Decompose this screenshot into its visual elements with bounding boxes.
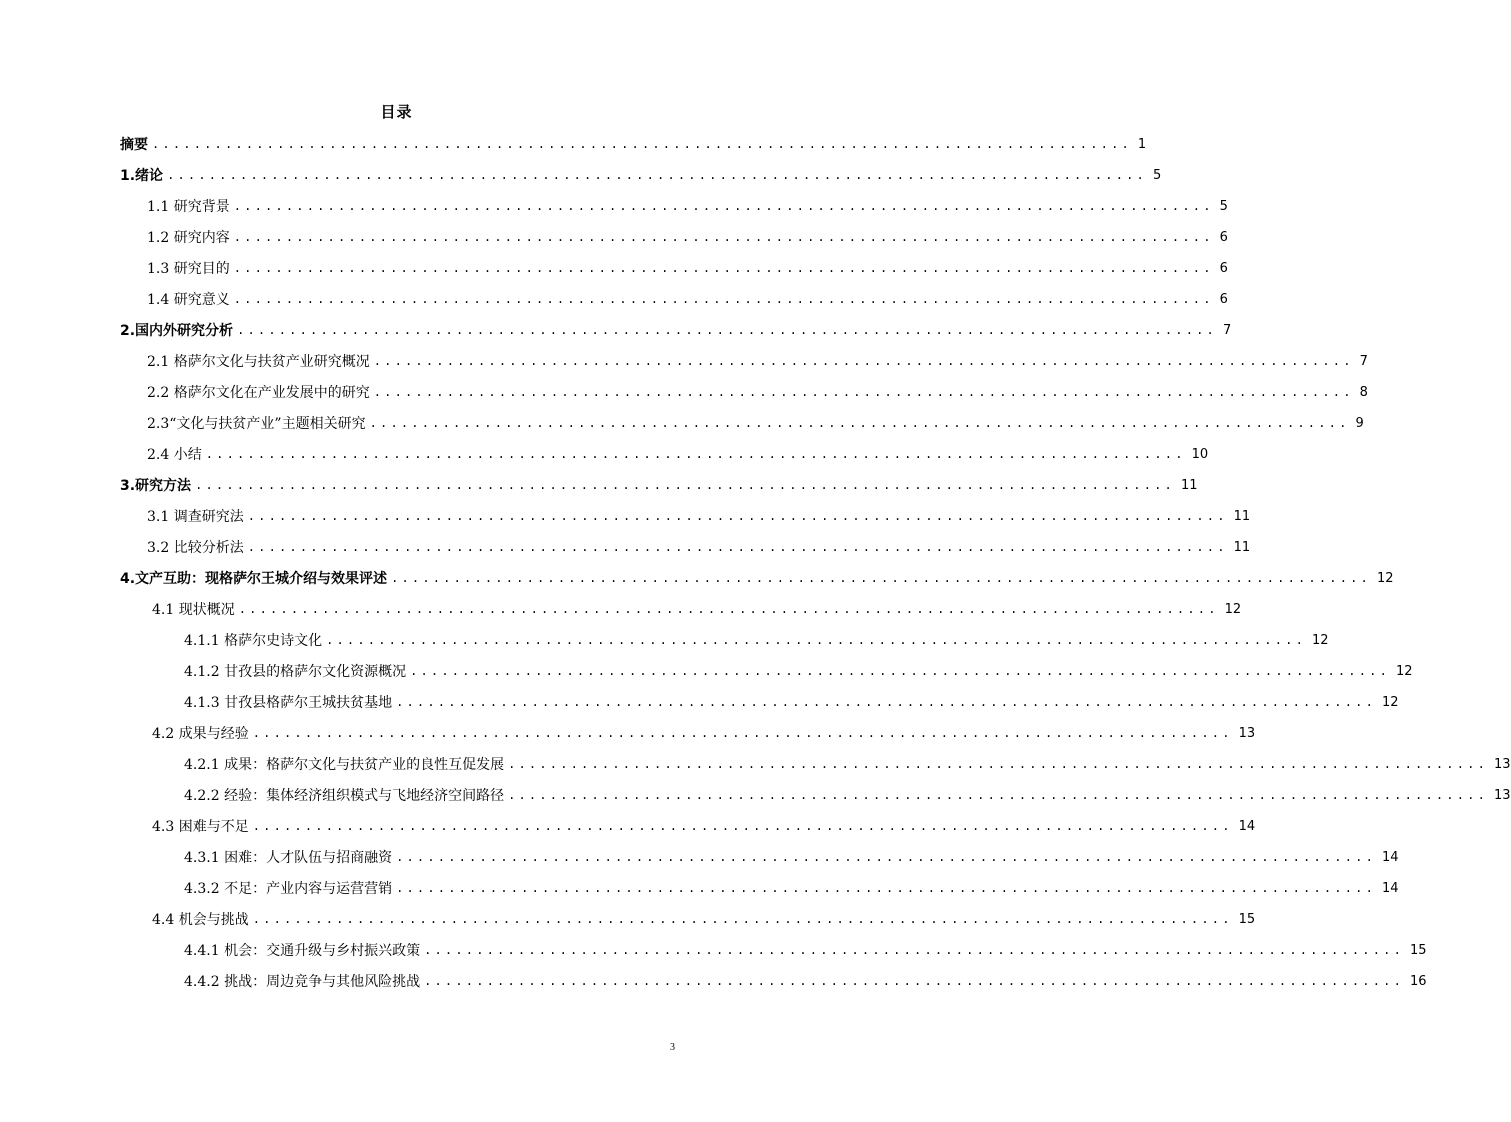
toc-entry[interactable] (152, 721, 1256, 745)
toc-entry[interactable] (184, 876, 1399, 900)
toc-entry-label: 2.4 小结 (147, 447, 202, 463)
toc-entry-label: 3.2 比较分析法 (147, 540, 244, 556)
toc-entry-page: 16 (1410, 973, 1427, 989)
toc-entry[interactable] (184, 690, 1399, 714)
toc-dot-leader: .............................................................................................. (424, 943, 1404, 957)
toc-entry[interactable] (184, 938, 1427, 962)
toc-entry-page: 14 (1382, 849, 1399, 865)
toc-dot-leader: .............................................................................................. (237, 323, 1217, 337)
toc-entry-label: 2.3“文化与扶贫产业”主题相关研究 (147, 416, 366, 432)
toc-dot-leader: .............................................................................................. (396, 850, 1376, 864)
toc-entry[interactable] (184, 969, 1427, 993)
toc-entry-label: 4.文产互助：现格萨尔王城介绍与效果评述 (120, 571, 388, 587)
toc-entry[interactable] (147, 287, 1228, 311)
toc-entry-page: 12 (1376, 570, 1394, 586)
toc-entry-page: 15 (1238, 911, 1256, 927)
toc-entry-page: 7 (1359, 353, 1368, 369)
toc-entry-page: 5 (1219, 198, 1228, 214)
toc-entry-page: 12 (1224, 601, 1242, 617)
toc-entry[interactable] (184, 659, 1413, 683)
toc-dot-leader: .............................................................................................. (252, 912, 1233, 926)
toc-dot-leader: .............................................................................................. (508, 757, 1488, 771)
toc-entry[interactable] (120, 566, 1394, 590)
toc-entry-label: 4.3 困难与不足 (152, 819, 249, 835)
toc-entry-label: 4.4.1 机会：交通升级与乡村振兴政策 (184, 943, 421, 959)
toc-entry-page: 11 (1233, 539, 1251, 555)
toc-entry-label: 2.国内外研究分析 (120, 323, 234, 339)
toc-dot-leader: .............................................................................................. (410, 664, 1390, 678)
toc-entry-page: 10 (1191, 446, 1209, 462)
toc-entry[interactable] (152, 814, 1256, 838)
toc-dot-leader: .............................................................................................. (247, 509, 1228, 523)
toc-entry-label: 2.1 格萨尔文化与扶贫产业研究概况 (147, 354, 370, 370)
toc-dot-leader: .............................................................................................. (373, 354, 1354, 368)
page-number: 3 (670, 1042, 675, 1053)
toc-dot-leader: .............................................................................................. (233, 261, 1214, 275)
toc-entry-page: 11 (1233, 508, 1251, 524)
toc-entry-label: 2.2 格萨尔文化在产业发展中的研究 (147, 385, 370, 401)
toc-dot-leader: .............................................................................................. (233, 199, 1214, 213)
toc-entry[interactable] (147, 411, 1364, 435)
toc-entry-page: 13 (1494, 756, 1511, 772)
toc-entry[interactable] (184, 628, 1329, 652)
toc-dot-leader: .............................................................................................. (369, 416, 1350, 430)
toc-entry[interactable] (120, 163, 1162, 187)
toc-entry-label: 3.1 调查研究法 (147, 509, 244, 525)
toc-entry[interactable] (147, 225, 1228, 249)
toc-entry-page: 6 (1219, 291, 1228, 307)
toc-entry-page: 6 (1219, 229, 1228, 245)
toc-entry-page: 14 (1238, 818, 1256, 834)
toc-entry-label: 1.1 研究背景 (147, 199, 230, 215)
toc-dot-leader: .............................................................................................. (424, 974, 1404, 988)
toc-entry[interactable] (184, 783, 1511, 807)
toc-dot-leader: .............................................................................................. (252, 726, 1233, 740)
toc-dot-leader: .............................................................................................. (508, 788, 1488, 802)
toc-entry[interactable] (184, 752, 1511, 776)
toc-dot-leader: .............................................................................................. (373, 385, 1354, 399)
toc-entry-page: 13 (1494, 787, 1511, 803)
toc-dot-leader: .............................................................................................. (396, 881, 1376, 895)
toc-entry-page: 15 (1410, 942, 1427, 958)
toc-entry-label: 4.2.1 成果：格萨尔文化与扶贫产业的良性互促发展 (184, 757, 505, 773)
toc-entry-page: 5 (1152, 167, 1162, 183)
toc-dot-leader: .............................................................................................. (205, 447, 1186, 461)
toc-entry-page: 13 (1238, 725, 1256, 741)
toc-entry-label: 1.3 研究目的 (147, 261, 230, 277)
toc-entry-label: 摘要 (120, 137, 148, 153)
toc-entry[interactable] (184, 845, 1399, 869)
page-title: 目录 (380, 103, 413, 121)
toc-entry-label: 4.1 现状概况 (152, 602, 235, 618)
toc-entry-label: 4.2 成果与经验 (152, 726, 249, 742)
toc-entry-page: 14 (1382, 880, 1399, 896)
toc-entry-label: 1.4 研究意义 (147, 292, 230, 308)
toc-dot-leader: .............................................................................................. (233, 292, 1214, 306)
toc-entry-page: 11 (1180, 477, 1198, 493)
toc-entry-page: 12 (1396, 663, 1413, 679)
toc-entry[interactable] (147, 535, 1251, 559)
toc-entry-page: 12 (1312, 632, 1329, 648)
toc-entry-label: 4.1.1 格萨尔史诗文化 (184, 633, 323, 649)
toc-entry-label: 4.2.2 经验：集体经济组织模式与飞地经济空间路径 (184, 788, 505, 804)
toc-entry-page: 1 (1137, 136, 1147, 152)
toc-dot-leader: .............................................................................................. (326, 633, 1306, 647)
toc-entry-label: 4.4.2 挑战：周边竞争与其他风险挑战 (184, 974, 421, 990)
toc-entry-page: 7 (1222, 322, 1232, 338)
toc-entry-label: 4.3.2 不足：产业内容与运营营销 (184, 881, 393, 897)
toc-dot-leader: .............................................................................................. (195, 478, 1175, 492)
toc-entry-page: 12 (1382, 694, 1399, 710)
toc-entry[interactable] (120, 473, 1198, 497)
toc-entry-page: 9 (1355, 415, 1364, 431)
toc-entry-label: 4.1.3 甘孜县格萨尔王城扶贫基地 (184, 695, 393, 711)
toc-entry-label: 1.2 研究内容 (147, 230, 230, 246)
toc-entry[interactable] (147, 504, 1251, 528)
toc-dot-leader: .............................................................................................. (391, 571, 1371, 585)
toc-dot-leader: .............................................................................................. (247, 540, 1228, 554)
toc-entry-page: 6 (1219, 260, 1228, 276)
toc-entry-label: 4.1.2 甘孜县的格萨尔文化资源概况 (184, 664, 407, 680)
toc-entry-label: 4.4 机会与挑战 (152, 912, 249, 928)
toc-dot-leader: .............................................................................................. (238, 602, 1219, 616)
toc-dot-leader: .............................................................................................. (167, 168, 1147, 182)
toc-entry-label: 1.绪论 (120, 168, 164, 184)
toc-entry[interactable] (147, 349, 1368, 373)
toc-dot-leader: .............................................................................................. (252, 819, 1233, 833)
toc-entry[interactable] (120, 318, 1232, 342)
toc-entry[interactable] (147, 256, 1228, 280)
toc-dot-leader: .............................................................................................. (396, 695, 1376, 709)
toc-entry[interactable] (120, 132, 1147, 156)
toc-entry[interactable] (147, 442, 1209, 466)
toc-entry[interactable] (152, 597, 1242, 621)
toc-entry-label: 3.研究方法 (120, 478, 192, 494)
toc-entry[interactable] (152, 907, 1256, 931)
toc-dot-leader: .............................................................................................. (233, 230, 1214, 244)
toc-entry[interactable] (147, 194, 1228, 218)
toc-entry-label: 4.3.1 困难：人才队伍与招商融资 (184, 850, 393, 866)
toc-entry[interactable] (147, 380, 1368, 404)
toc-dot-leader: .............................................................................................. (152, 137, 1132, 151)
toc-entry-page: 8 (1359, 384, 1368, 400)
